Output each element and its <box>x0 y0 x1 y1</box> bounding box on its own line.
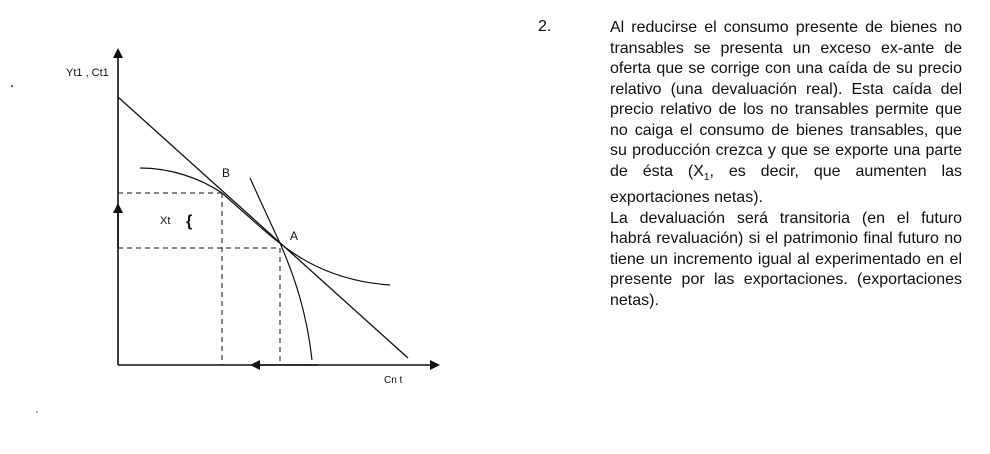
paragraph-1-end: , es decir, que aumenten las exportaciones netas). <box>610 162 963 207</box>
paragraph-1 <box>610 18 962 209</box>
point-b-label: B <box>222 166 231 180</box>
budget-line <box>118 97 408 358</box>
paragraph-2: La devaluación será transitoria (en el futuro habrá revaluación) si el patrimonio final futuro no tiene un incremento igual al experimentado en el presente por las exportaciones. (exportaciones netas). <box>610 209 962 309</box>
scan-mark <box>36 411 38 413</box>
explanation-text <box>610 18 962 311</box>
scan-mark <box>11 85 13 87</box>
production-frontier <box>250 178 312 360</box>
item-number: 2. <box>538 18 552 35</box>
subscript: 1 <box>703 171 710 183</box>
diagram <box>0 0 480 454</box>
x-axis-label: Cn t <box>384 375 403 386</box>
exports-label: Xt <box>160 215 171 227</box>
exports-brace: { <box>186 213 193 230</box>
diagram-svg <box>0 0 480 454</box>
point-a-label: A <box>290 229 299 243</box>
indifference-curve-a <box>222 193 390 285</box>
y-axis-label: Yt1 , Ct1 <box>66 67 109 79</box>
indifference-curve-b <box>140 168 222 193</box>
paragraph-1-text: Al reducirse el consumo presente de bienes no transables se presenta un exceso ex-ante de oferta que se corrige con una caída de su precio relativo (una devaluación real). Esta caída del precio relativo de los no transables permite que no caiga el consumo de bienes transables, que su producción crezca y que se exporte una parte de ésta (X <box>610 19 962 180</box>
